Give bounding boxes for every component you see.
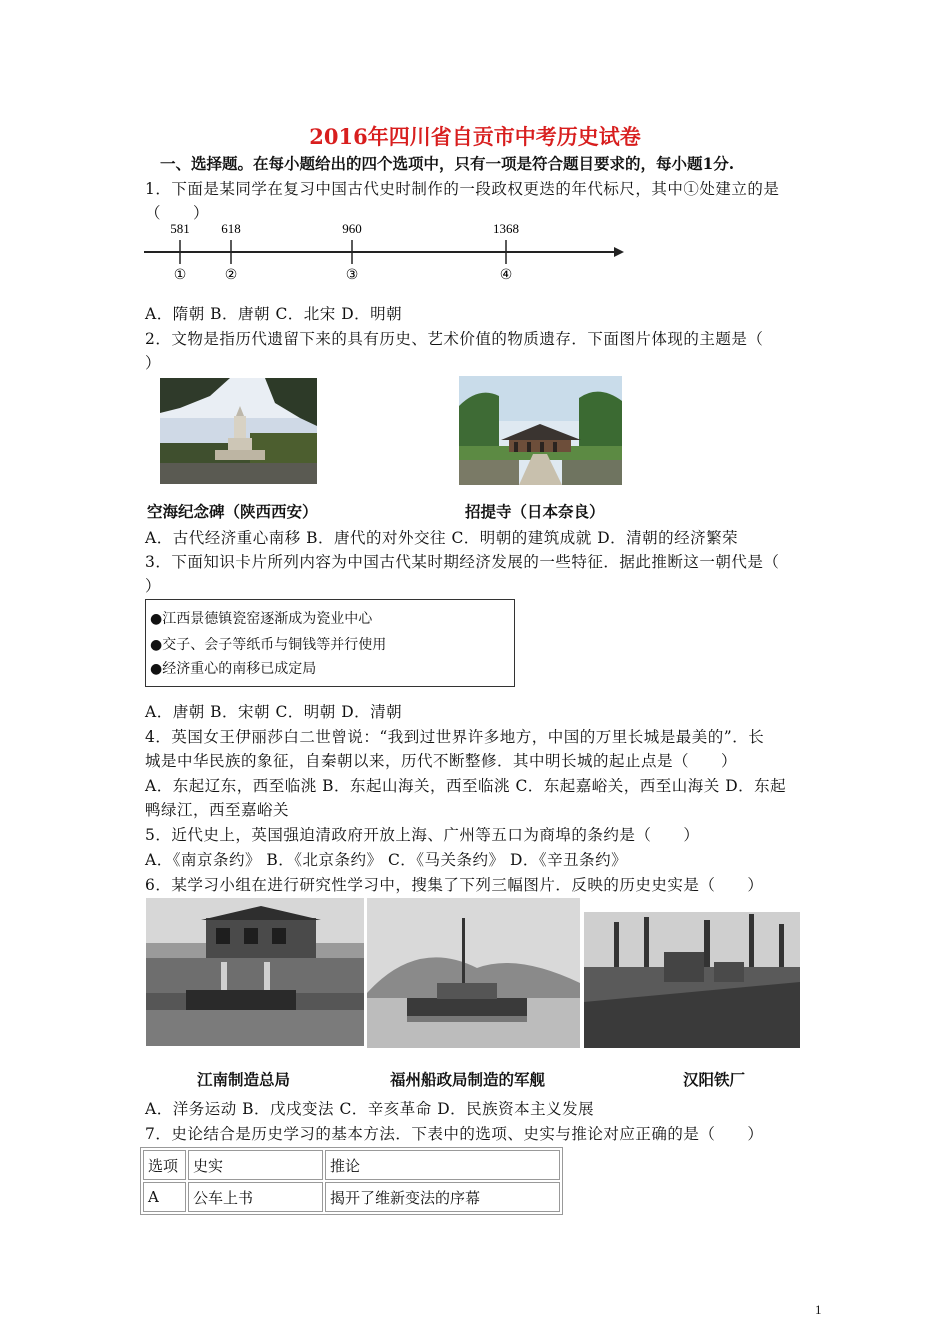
q5-options: A．《南京条约》 B．《北京条约》 C．《马关条约》 D．《辛丑条约》 xyxy=(145,851,628,869)
timeline-year-3: 960 xyxy=(342,221,362,236)
table-header-cell: 推论 xyxy=(325,1150,560,1180)
q3-options: A．唐朝 B．宋朝 C．明朝 D．清朝 xyxy=(145,703,403,721)
knowledge-card xyxy=(145,599,515,687)
table-cell: 揭开了维新变法的序幕 xyxy=(325,1182,560,1212)
q2-stem-line1: 2．文物是指历代遗留下来的具有历史、艺术价值的物质遗存．下面图片体现的主题是（ xyxy=(145,330,764,348)
timeline-year-1: 581 xyxy=(170,221,190,236)
q1-stem-line1: 1．下面是某同学在复习中国古代史时制作的一段政权更迭的年代标尺，其中①处建立的是 xyxy=(145,180,780,198)
q1-stem-line2: （ ） xyxy=(145,204,210,222)
timeline-marker-3: ③ xyxy=(345,267,359,283)
q3-stem-line2: ） xyxy=(145,577,162,595)
timeline-marker-4: ④ xyxy=(499,267,513,283)
q4-stem-line2: 城是中华民族的象征，自秦朝以来，历代不断整修．其中明长城的起止点是（ ） xyxy=(145,752,738,770)
fuzhou-warship-photo xyxy=(367,898,580,1048)
table-row xyxy=(143,1182,560,1212)
q4-options-line2: 鸭绿江，西至嘉峪关 xyxy=(145,801,290,819)
q3-stem-line1: 3．下面知识卡片所列内容为中国古代某时期经济发展的一些特征．据此推断这一朝代是（ xyxy=(145,553,780,571)
jiangnan-arsenal-photo xyxy=(146,898,364,1046)
page-number: 1 xyxy=(815,1302,822,1317)
q6-caption-1: 江南制造总局 xyxy=(197,1071,291,1089)
q2-options: A．古代经济重心南移 B．唐代的对外交往 C．明朝的建筑成就 D．清朝的经济繁荣 xyxy=(145,529,739,547)
timeline-year-2: 618 xyxy=(221,221,241,236)
q4-stem-line1: 4．英国女王伊丽莎白二世曾说：“我到过世界许多地方，中国的万里长城是最美的”．长 xyxy=(145,728,765,746)
q6-stem: 6．某学习小组在进行研究性学习中，搜集了下列三幅图片．反映的历史史实是（ ） xyxy=(145,876,764,894)
kukai-monument-photo xyxy=(160,378,317,484)
q1-timeline xyxy=(140,216,630,286)
q6-caption-3: 汉阳铁厂 xyxy=(683,1071,746,1089)
table-cell: 公车上书 xyxy=(188,1182,323,1212)
exam-title: 2016年四川省自贡市中考历史试卷 xyxy=(309,124,641,149)
card-item-2: ●交子、会子等纸币与铜钱等并行使用 xyxy=(150,637,387,653)
hanyang-ironworks-photo xyxy=(584,912,800,1048)
timeline-marker-1: ① xyxy=(173,267,187,283)
q2-caption-2: 招提寺（日本奈良） xyxy=(465,503,605,521)
timeline-year-4: 1368 xyxy=(493,221,519,236)
card-item-3: ●经济重心的南移已成定局 xyxy=(150,661,317,677)
section-heading: 一、选择题。在每小题给出的四个选项中，只有一项是符合题目要求的，每小题1分. xyxy=(160,154,735,173)
toshodaiji-temple-photo xyxy=(459,376,622,485)
timeline-marker-2: ② xyxy=(224,267,238,283)
q1-options: A．隋朝 B．唐朝 C．北宋 D．明朝 xyxy=(145,305,403,323)
q2-stem-line2: ） xyxy=(145,354,162,372)
table-header-cell: 选项 xyxy=(143,1150,186,1180)
q7-stem: 7．史论结合是历史学习的基本方法．下表中的选项、史实与推论对应正确的是（ ） xyxy=(145,1125,764,1143)
table-header-row xyxy=(143,1150,560,1180)
timeline-arrow xyxy=(614,247,624,257)
table-cell: A xyxy=(143,1182,186,1212)
q4-options-line1: A．东起辽东，西至临洮 B．东起山海关，西至临洮 C．东起嘉峪关，西至山海关 D．东起 xyxy=(145,777,787,795)
q6-caption-2: 福州船政局制造的军舰 xyxy=(390,1071,546,1089)
q7-table xyxy=(140,1147,563,1215)
q2-caption-1: 空海纪念碑（陕西西安） xyxy=(147,503,318,521)
q6-options: A．洋务运动 B．戊戌变法 C．辛亥革命 D．民族资本主义发展 xyxy=(145,1100,595,1118)
q5-stem: 5．近代史上，英国强迫清政府开放上海、广州等五口为商埠的条约是（ ） xyxy=(145,826,700,844)
table-header-cell: 史实 xyxy=(188,1150,323,1180)
card-item-1: ●江西景德镇瓷窑逐渐成为瓷业中心 xyxy=(150,611,373,627)
